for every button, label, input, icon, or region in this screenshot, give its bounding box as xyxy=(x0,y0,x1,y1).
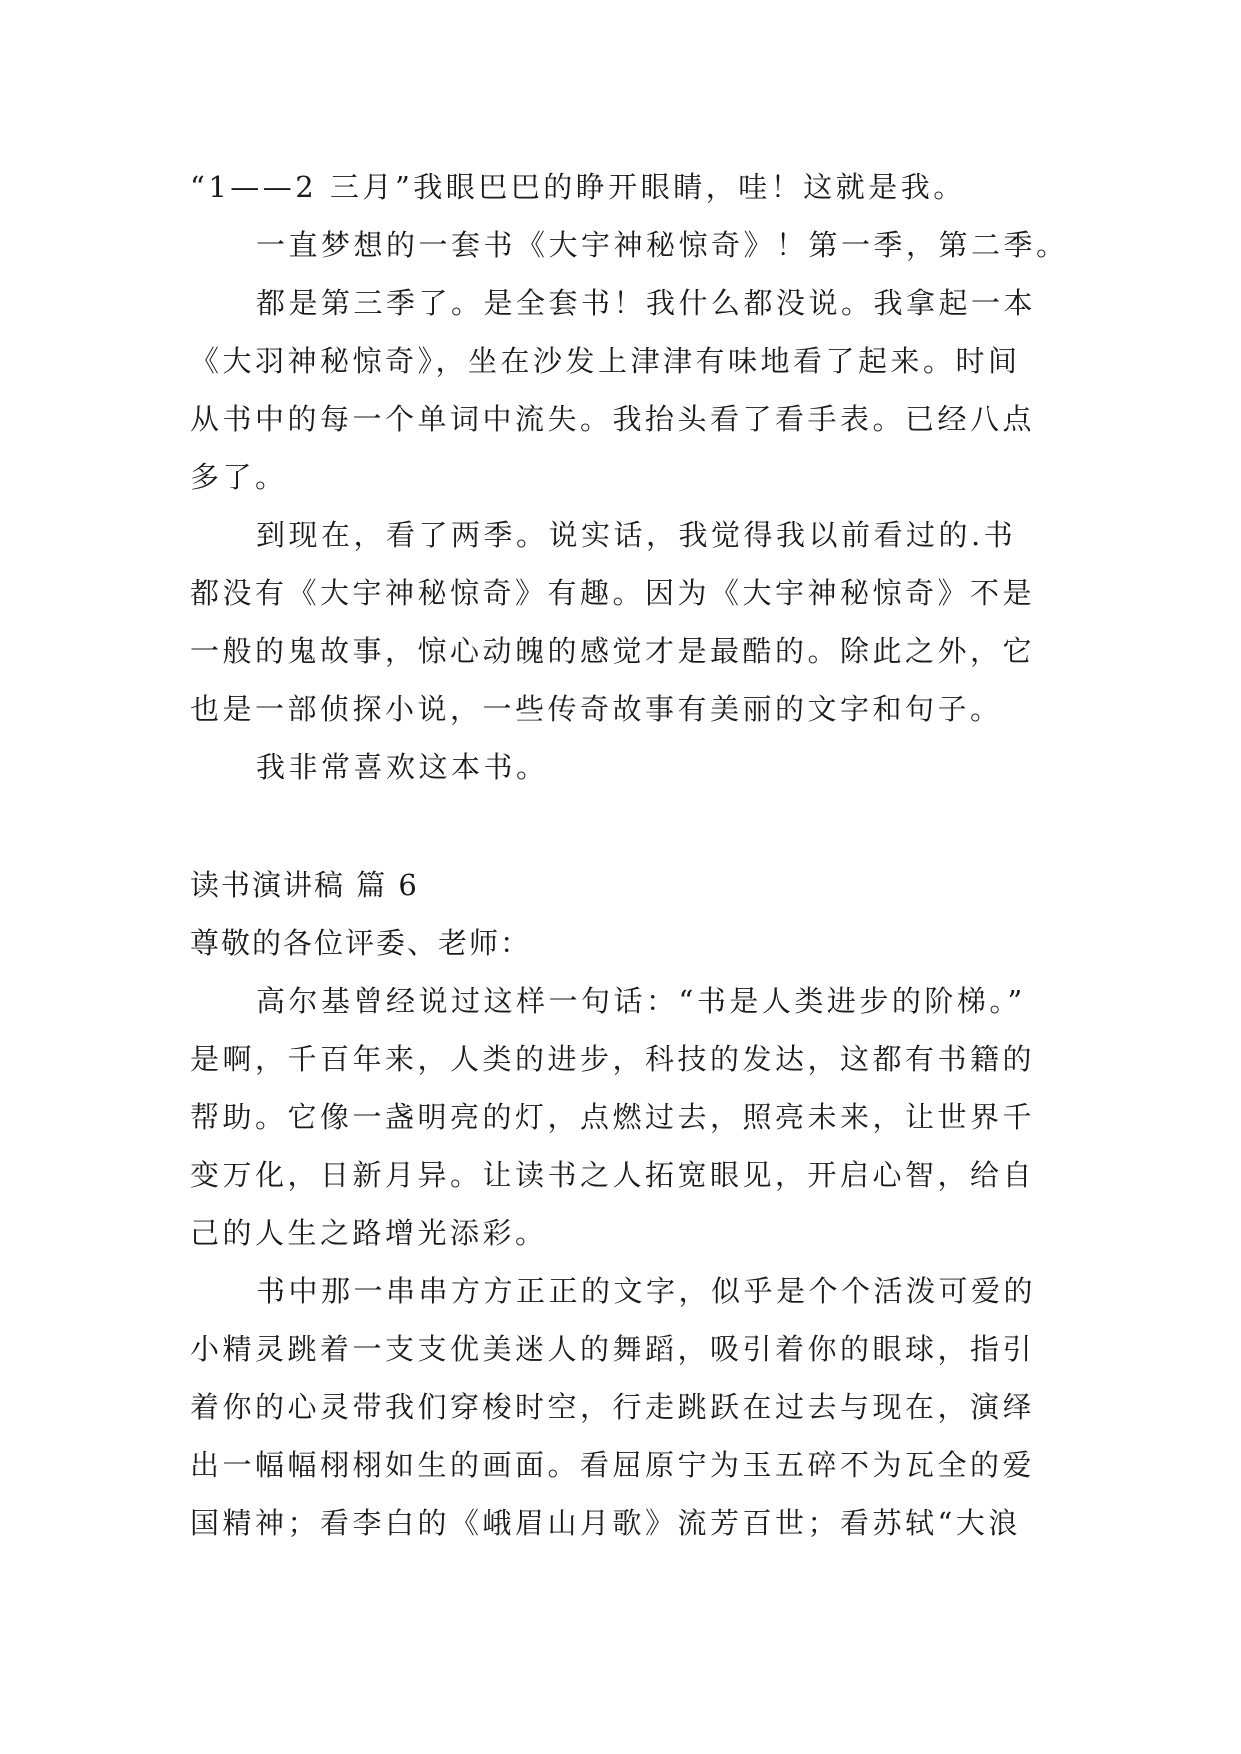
speech-line-3: 帮助。它像一盏明亮的灯，点燃过去，照亮未来，让世界千 xyxy=(190,1100,1036,1134)
story-line-7: 到现在，看了两季。说实话，我觉得我以前看过的.书 xyxy=(256,518,1017,552)
story-line-2: 一直梦想的一套书《大宇神秘惊奇》！第一季，第二季。 xyxy=(256,228,1069,262)
document-page xyxy=(190,158,1070,1552)
story-line-11: 我非常喜欢这本书。 xyxy=(256,750,549,784)
story-line-3: 都是第三季了。是全套书！我什么都没说。我拿起一本 xyxy=(256,286,1037,320)
section-title: 读书演讲稿 篇 6 xyxy=(190,868,419,902)
salutation: 尊敬的各位评委、老师： xyxy=(190,926,532,960)
story-line-5: 从书中的每一个单词中流失。我抬头看了看手表。已经八点 xyxy=(190,402,1036,436)
speech-line-2: 是啊，千百年来，人类的进步，科技的发达，这都有书籍的 xyxy=(190,1042,1036,1076)
story-line-6: 多了。 xyxy=(190,460,288,494)
speech-line-8: 着你的心灵带我们穿梭时空，行走跳跃在过去与现在，演绎 xyxy=(190,1390,1036,1424)
story-line-10: 也是一部侦探小说，一些传奇故事有美丽的文字和句子。 xyxy=(190,692,1003,726)
section-gap xyxy=(190,796,1070,856)
story-line-1: “1——2 三月”我眼巴巴的睁开眼睛，哇！这就是我。 xyxy=(190,170,966,204)
speech-line-5: 己的人生之路增光添彩。 xyxy=(190,1216,548,1250)
speech-line-4: 变万化，日新月异。让读书之人拓宽眼见，开启心智，给自 xyxy=(190,1158,1036,1192)
speech-line-10: 国精神；看李白的《峨眉山月歌》流芳百世；看苏轼“大浪 xyxy=(190,1506,1021,1540)
story-line-9: 一般的鬼故事，惊心动魄的感觉才是最酷的。除此之外，它 xyxy=(190,634,1036,668)
speech-line-7: 小精灵跳着一支支优美迷人的舞蹈，吸引着你的眼球，指引 xyxy=(190,1332,1036,1366)
speech-line-1: 高尔基曾经说过这样一句话：“书是人类进步的阶梯。” xyxy=(256,984,1026,1018)
story-line-8: 都没有《大宇神秘惊奇》有趣。因为《大宇神秘惊奇》不是 xyxy=(190,576,1036,610)
story-line-4: 《大羽神秘惊奇》，坐在沙发上津津有味地看了起来。时间 xyxy=(190,344,1021,378)
speech-line-9: 出一幅幅栩栩如生的画面。看屈原宁为玉五碎不为瓦全的爱 xyxy=(190,1448,1036,1482)
speech-line-6: 书中那一串串方方正正的文字，似乎是个个活泼可爱的 xyxy=(256,1274,1037,1308)
